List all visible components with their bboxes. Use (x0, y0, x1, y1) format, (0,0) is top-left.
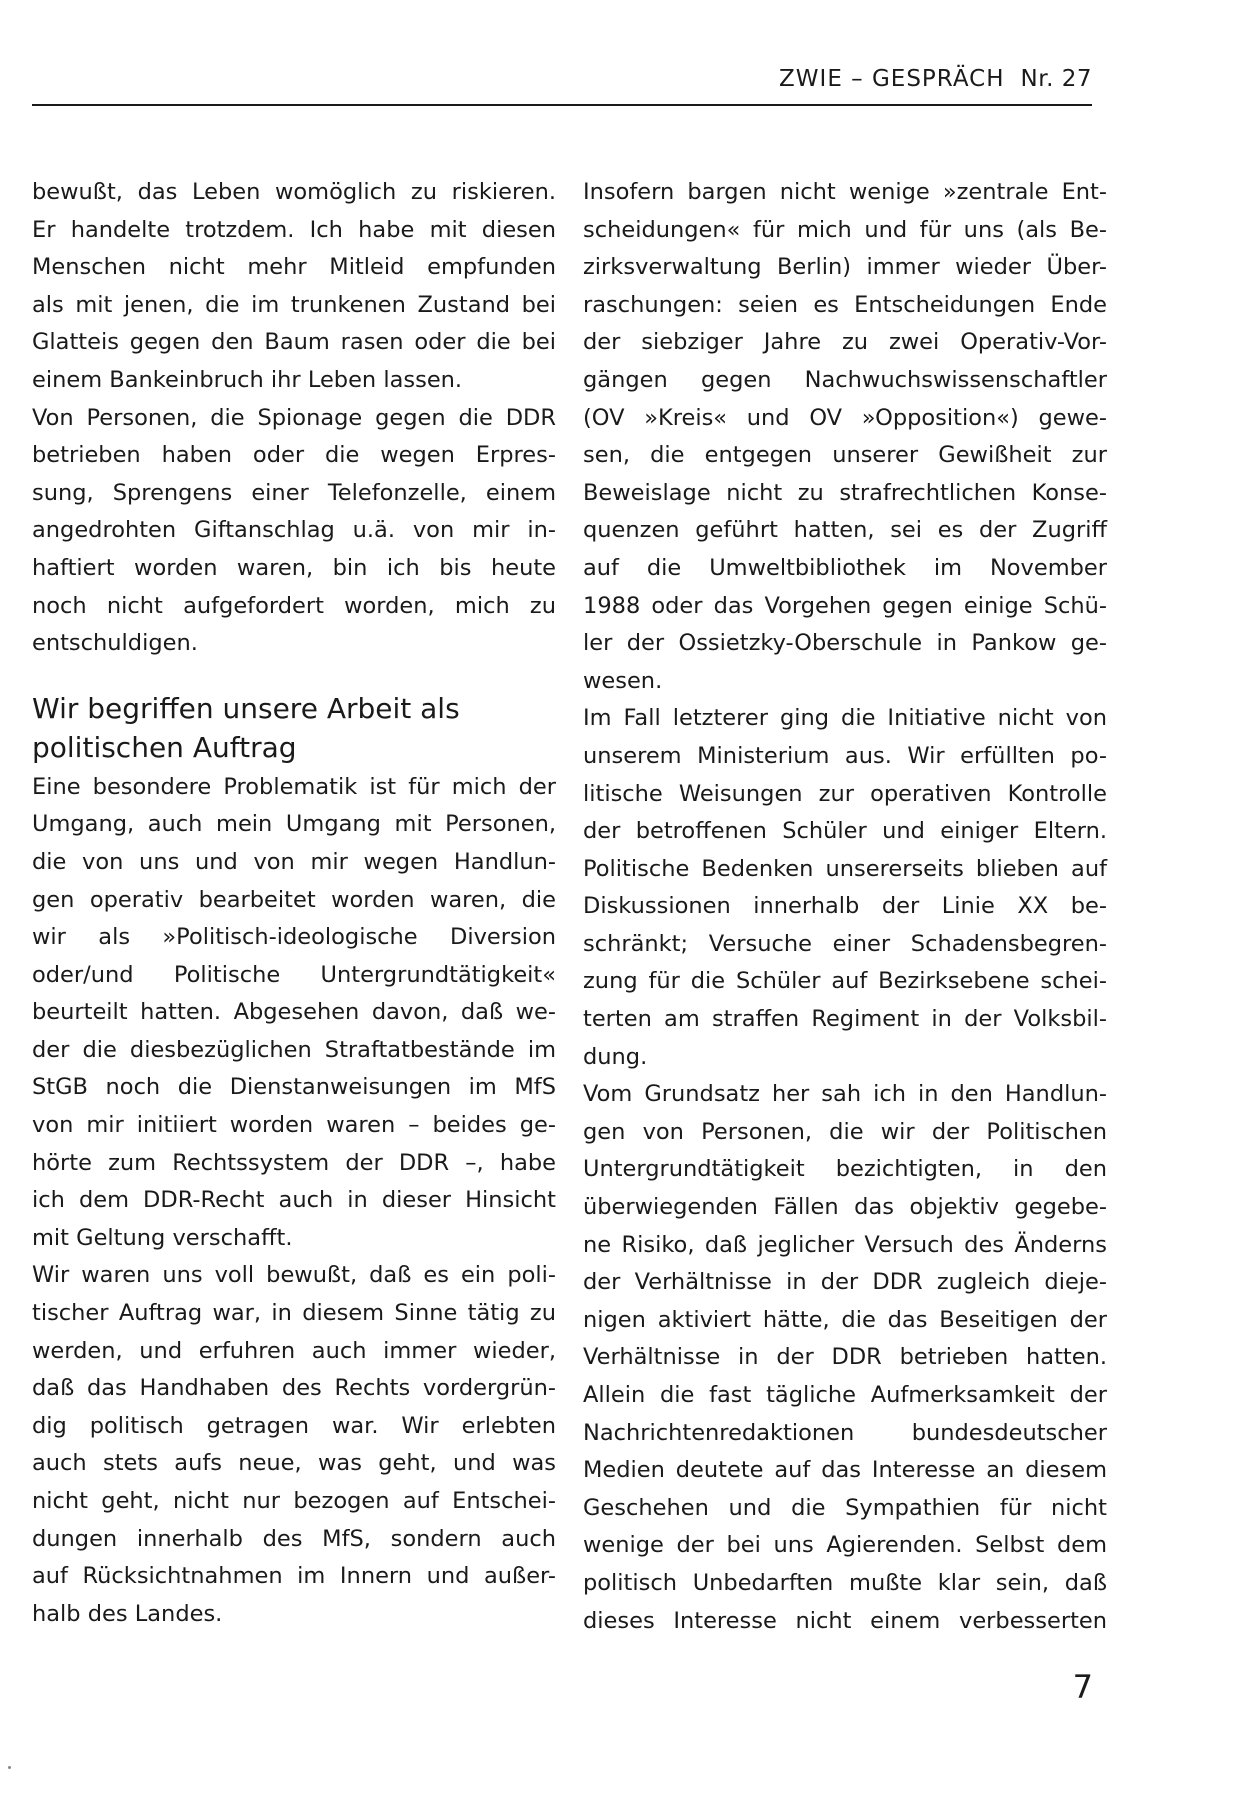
scan-speck (8, 1766, 11, 1769)
text-line: (OV »Kreis« und OV »Opposition«) gewe- (583, 404, 1107, 431)
text-line: beurteilt hatten. Abgesehen davon, daß we- (32, 999, 556, 1026)
header-issue: Nr. 27 (1020, 66, 1092, 92)
text-line: betrieben haben oder die wegen Erpres- (32, 442, 556, 469)
text-line: oder/und Politische Untergrundtätigkeit« (32, 961, 556, 988)
text-line: wir als »Politisch-ideologische Diversion (32, 924, 556, 951)
text-line: auf die Umweltbibliothek im November (583, 554, 1107, 581)
text-line: der betroffenen Schüler und einiger Eltern. (583, 818, 1107, 845)
text-line: quenzen geführt hatten, sei es der Zugriff (583, 517, 1107, 544)
text-line: ich dem DDR-Recht auch in dieser Hinsicht (32, 1187, 556, 1214)
text-line: sen, die entgegen unserer Gewißheit zur (583, 442, 1107, 469)
heading-line: Wir begriffen unsere Arbeit als (32, 691, 460, 725)
text-line: noch nicht aufgefordert worden, mich zu (32, 592, 556, 619)
text-line: auch stets aufs neue, was geht, und was (32, 1450, 556, 1477)
paragraph (32, 769, 556, 1258)
text-line: tischer Auftrag war, in diesem Sinne tätig zu (32, 1300, 556, 1327)
text-line: gen operativ bearbeitet worden waren, die (32, 886, 556, 913)
text-line: schränkt; Versuche einer Schadensbegren- (583, 930, 1107, 957)
text-line: Allein die fast tägliche Aufmerksamkeit der (583, 1382, 1107, 1408)
text-line: dieses Interesse nicht einem verbesserten (583, 1607, 1107, 1634)
text-line: einem Bankeinbruch ihr Leben lassen. (32, 366, 463, 393)
text-line: Menschen nicht mehr Mitleid empfunden (32, 254, 556, 281)
left-column (32, 174, 556, 1633)
text-line: Glatteis gegen den Baum rasen oder die bei (32, 329, 556, 356)
paragraph (583, 174, 1107, 700)
text-line: Insofern bargen nicht wenige »zentrale Ent- (583, 179, 1107, 205)
text-line: der die diesbezüglichen Straftatbestände im (32, 1036, 556, 1063)
text-line: Von Personen, die Spionage gegen die DDR (32, 404, 556, 431)
text-line: Er handelte trotzdem. Ich habe mit diesen (32, 216, 556, 243)
text-line: werden, und erfuhren auch immer wieder, (32, 1337, 556, 1364)
text-line: Verhältnisse in der DDR betrieben hatten. (583, 1344, 1107, 1371)
text-line: litische Weisungen zur operativen Kontrolle (583, 780, 1107, 807)
heading-line: politischen Auftrag (32, 730, 297, 764)
text-line: unserem Ministerium aus. Wir erfüllten po- (583, 742, 1107, 769)
text-line: von mir initiiert worden waren – beides ge- (32, 1112, 556, 1139)
text-line: nicht geht, nicht nur bezogen auf Entschei- (32, 1488, 556, 1514)
text-line: Wir waren uns voll bewußt, daß es ein poli- (32, 1262, 556, 1289)
page-number: 7 (1072, 1668, 1093, 1706)
text-line: dung. (583, 1043, 648, 1070)
text-line: Im Fall letzterer ging die Initiative nicht von (583, 705, 1107, 732)
text-line: ler der Ossietzky-Oberschule in Pankow ge- (583, 630, 1107, 657)
paragraph (32, 1257, 556, 1633)
text-line: Nachrichtenredaktionen bundesdeutscher (583, 1419, 1107, 1446)
text-line: Geschehen und die Sympathien für nicht (583, 1494, 1107, 1521)
header-title: ZWIE – GESPRÄCH (779, 66, 1005, 92)
text-line: Diskussionen innerhalb der Linie XX be- (583, 893, 1107, 920)
text-line: Untergrundtätigkeit bezichtigten, in den (583, 1156, 1107, 1183)
text-line: 1988 oder das Vorgehen gegen einige Schü- (583, 592, 1107, 619)
text-line: der Verhältnisse in der DDR zugleich dieje- (583, 1269, 1107, 1296)
text-line: Beweislage nicht zu strafrechtlichen Konse- (583, 479, 1107, 506)
right-column (583, 174, 1107, 1640)
text-line: Eine besondere Problematik ist für mich der (32, 773, 556, 800)
paragraph (32, 174, 556, 400)
text-line: gen von Personen, die wir der Politischen (583, 1118, 1107, 1145)
text-line: bewußt, das Leben womöglich zu riskieren. (32, 179, 556, 205)
text-line: überwiegenden Fällen das objektiv gegebe- (583, 1194, 1107, 1221)
text-line: die von uns und von mir wegen Handlun- (32, 848, 556, 875)
text-line: StGB noch die Dienstanweisungen im MfS (32, 1074, 556, 1101)
paragraph (583, 1076, 1107, 1640)
section-heading (32, 689, 556, 767)
text-line: entschuldigen. (32, 630, 198, 657)
text-line: mit Geltung verschafft. (32, 1224, 293, 1251)
text-line: sung, Sprengens einer Telefonzelle, einem (32, 479, 556, 506)
text-line: Politische Bedenken unsererseits blieben auf (583, 855, 1107, 882)
text-line: der siebziger Jahre zu zwei Operativ-Vor- (583, 329, 1107, 356)
text-line: hörte zum Rechtssystem der DDR –, habe (32, 1149, 556, 1176)
text-line: zung für die Schüler auf Bezirksebene schei- (583, 968, 1107, 995)
paragraph (583, 700, 1107, 1076)
text-line: scheidungen« für mich und für uns (als Be- (583, 216, 1107, 243)
text-line: zirksverwaltung Berlin) immer wieder Über- (583, 254, 1107, 281)
text-line: ne Risiko, daß jeglicher Versuch des Änderns (583, 1231, 1107, 1258)
text-line: raschungen: seien es Entscheidungen Ende (583, 291, 1107, 318)
text-line: politisch Unbedarften mußte klar sein, daß (583, 1569, 1107, 1596)
text-line: als mit jenen, die im trunkenen Zustand bei (32, 291, 556, 318)
text-line: Medien deutete auf das Interesse an diesem (583, 1457, 1107, 1484)
header-text (779, 66, 1092, 92)
text-line: wenige der bei uns Agierenden. Selbst dem (583, 1532, 1107, 1559)
text-line: daß das Handhaben des Rechts vordergrün- (32, 1375, 556, 1402)
text-line: halb des Landes. (32, 1600, 223, 1627)
paragraph (32, 400, 556, 663)
text-line: auf Rücksichtnahmen im Innern und außer- (32, 1563, 556, 1590)
text-line: dig politisch getragen war. Wir erlebten (32, 1412, 556, 1439)
text-line: wesen. (583, 667, 663, 694)
text-line: dungen innerhalb des MfS, sondern auch (32, 1525, 556, 1552)
running-header (32, 60, 1092, 106)
text-line: Umgang, auch mein Umgang mit Personen, (32, 811, 556, 838)
text-line: terten am straffen Regiment in der Volksbil- (583, 1006, 1107, 1033)
text-line: haftiert worden waren, bin ich bis heute (32, 554, 556, 581)
text-line: angedrohten Giftanschlag u.ä. von mir in- (32, 517, 556, 544)
text-line: Vom Grundsatz her sah ich in den Handlun- (583, 1081, 1107, 1108)
text-line: gängen gegen Nachwuchswissenschaftler (583, 366, 1107, 393)
text-line: nigen aktiviert hätte, die das Beseitigen der (583, 1306, 1107, 1333)
